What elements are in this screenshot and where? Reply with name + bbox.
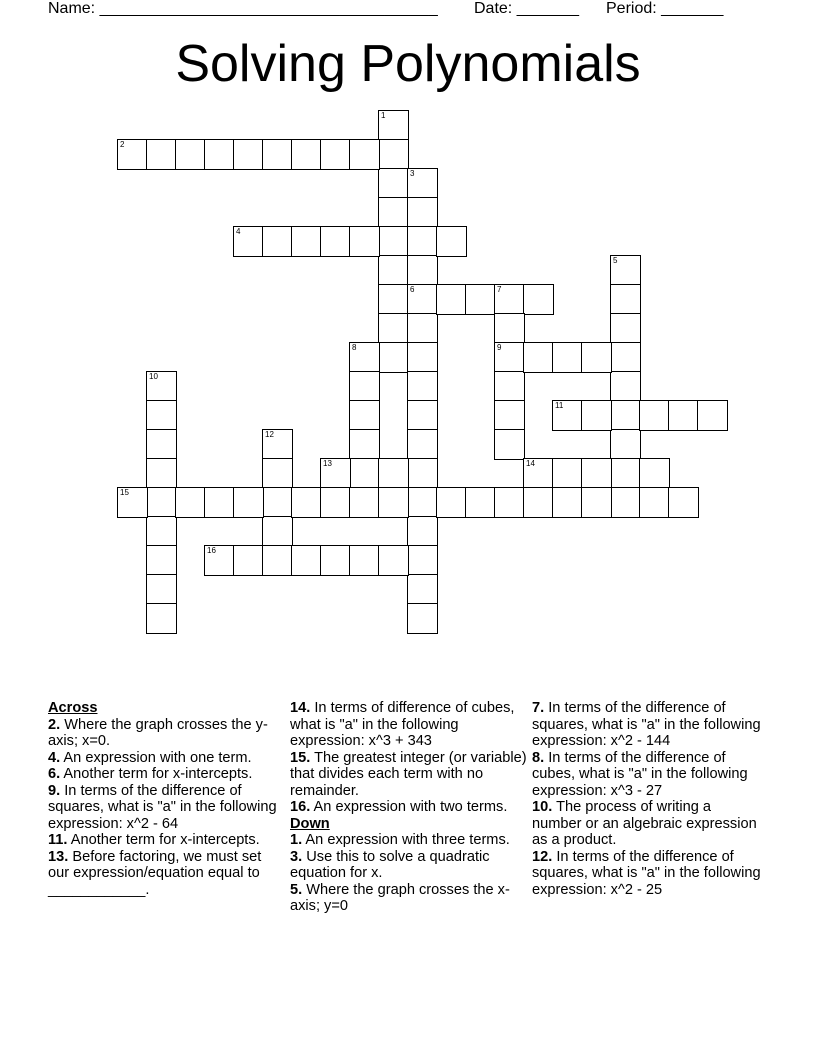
grid-cell[interactable] xyxy=(668,400,699,431)
grid-cell[interactable] xyxy=(204,487,235,518)
clue-item xyxy=(48,832,278,849)
grid-cell[interactable] xyxy=(262,516,293,547)
grid-cell[interactable] xyxy=(639,458,670,489)
grid-cell[interactable] xyxy=(349,400,380,431)
clues-column-3 xyxy=(532,700,762,898)
grid-cell[interactable] xyxy=(407,516,438,547)
across-heading: Across xyxy=(48,700,98,716)
date-field[interactable]: Date: _______ xyxy=(474,0,579,17)
grid-cell[interactable] xyxy=(233,487,264,518)
clue-number: 2 xyxy=(120,140,125,149)
clue-item xyxy=(290,882,528,915)
grid-cell[interactable] xyxy=(291,226,322,257)
clue-number: 15 xyxy=(120,488,129,497)
clue-item xyxy=(532,849,762,899)
clue-item xyxy=(290,799,528,816)
grid-cell[interactable] xyxy=(494,342,525,373)
clue-text: In terms of the difference of squares, what is "a" in the following expression: x^2 - 144 xyxy=(532,700,761,749)
grid-cell[interactable] xyxy=(320,226,351,257)
grid-cell[interactable] xyxy=(378,284,409,315)
clue-item xyxy=(48,750,278,767)
clue-number-label: 16. xyxy=(290,799,311,815)
grid-cell[interactable] xyxy=(349,371,380,402)
grid-cell[interactable] xyxy=(494,313,525,344)
grid-cell[interactable] xyxy=(146,516,177,547)
clue-number-label: 4. xyxy=(48,749,61,766)
grid-cell[interactable] xyxy=(407,284,438,315)
grid-cell[interactable] xyxy=(610,313,641,344)
grid-cell[interactable] xyxy=(291,545,322,576)
grid-cell[interactable] xyxy=(407,574,438,605)
grid-cell[interactable] xyxy=(610,255,641,286)
grid-cell[interactable] xyxy=(146,574,177,605)
clue-item xyxy=(48,766,278,783)
grid-cell[interactable] xyxy=(291,487,322,518)
clue-number-label: 11. xyxy=(48,832,68,848)
clue-number: 12 xyxy=(265,430,274,439)
clue-text: An expression with two terms. xyxy=(310,799,508,815)
grid-cell[interactable] xyxy=(552,487,583,518)
clue-text: Where the graph crosses the y-axis; x=0. xyxy=(48,716,268,749)
grid-cell[interactable] xyxy=(465,284,496,315)
grid-cell[interactable] xyxy=(407,226,438,257)
clue-number-label: 9. xyxy=(48,782,61,799)
grid-cell[interactable] xyxy=(233,139,264,170)
grid-cell[interactable] xyxy=(610,487,641,518)
clue-item xyxy=(290,750,528,800)
grid-cell[interactable] xyxy=(407,400,438,431)
page-title: Solving Polynomials xyxy=(175,35,641,93)
grid-cell[interactable] xyxy=(262,429,293,460)
clue-item xyxy=(290,849,528,882)
clue-item xyxy=(48,717,278,750)
grid-cell[interactable] xyxy=(610,342,641,373)
grid-cell[interactable] xyxy=(204,545,235,576)
grid-cell[interactable] xyxy=(175,487,206,518)
grid-cell[interactable] xyxy=(494,371,525,402)
down-heading: Down xyxy=(290,815,330,832)
grid-cell[interactable] xyxy=(494,487,525,518)
down-clues-list-cont xyxy=(532,700,762,898)
grid-cell[interactable] xyxy=(378,342,409,373)
clues-column-1 xyxy=(48,700,278,898)
clue-number-label: 15. xyxy=(290,749,311,766)
clue-text: Use this to solve a quadratic equation for x. xyxy=(290,848,490,881)
clue-text: An expression with one term. xyxy=(60,749,252,766)
clue-number: 13 xyxy=(323,459,332,468)
grid-cell[interactable] xyxy=(146,400,177,431)
clue-text: Another term for x-intercepts. xyxy=(60,766,253,782)
grid-cell[interactable] xyxy=(697,400,728,431)
grid-cell[interactable] xyxy=(407,487,438,518)
grid-cell[interactable] xyxy=(146,429,177,460)
grid-cell[interactable] xyxy=(378,139,409,170)
grid-cell[interactable] xyxy=(581,400,612,431)
grid-cell[interactable] xyxy=(146,139,177,170)
grid-cell[interactable] xyxy=(146,458,177,489)
grid-cell[interactable] xyxy=(610,429,641,460)
clue-item xyxy=(48,783,278,833)
grid-cell[interactable] xyxy=(407,458,438,489)
clue-text: An expression with three terms. xyxy=(302,832,510,848)
grid-cell[interactable] xyxy=(494,400,525,431)
clue-number-label: 12. xyxy=(532,848,553,865)
clue-text: In terms of difference of cubes, what is "a" in the following expression: x^3 + 343 xyxy=(290,700,515,749)
clue-number: 10 xyxy=(149,372,158,381)
grid-cell[interactable] xyxy=(436,226,467,257)
grid-cell[interactable] xyxy=(407,197,438,228)
grid-cell[interactable] xyxy=(175,139,206,170)
grid-cell[interactable] xyxy=(349,226,380,257)
clue-number-label: 6. xyxy=(48,766,61,782)
clue-text: Where the graph crosses the x-axis; y=0 xyxy=(290,881,510,914)
grid-cell[interactable] xyxy=(407,255,438,286)
clue-text: The greatest integer (or variable) that divides each term with no remainder. xyxy=(290,749,527,799)
grid-cell[interactable] xyxy=(610,284,641,315)
grid-cell[interactable] xyxy=(407,603,438,634)
grid-cell[interactable] xyxy=(552,342,583,373)
clue-number-label: 5. xyxy=(290,881,303,898)
clue-number: 9 xyxy=(497,343,502,352)
grid-cell[interactable] xyxy=(407,168,438,199)
clue-number: 6 xyxy=(410,285,415,294)
grid-cell[interactable] xyxy=(465,487,496,518)
grid-cell[interactable] xyxy=(349,545,380,576)
grid-cell[interactable] xyxy=(291,139,322,170)
grid-cell[interactable] xyxy=(117,139,148,170)
grid-cell[interactable] xyxy=(610,371,641,402)
grid-cell[interactable] xyxy=(262,458,293,489)
grid-cell[interactable] xyxy=(668,487,699,518)
clue-number-label: 3. xyxy=(290,848,303,865)
grid-cell[interactable] xyxy=(581,342,612,373)
grid-cell[interactable] xyxy=(436,284,467,315)
clues-column-2 xyxy=(290,700,528,915)
grid-cell[interactable] xyxy=(523,342,554,373)
name-field[interactable]: Name: ______________________________________ xyxy=(48,0,438,17)
clue-number: 11 xyxy=(555,401,564,410)
clue-text: Another term for x-intercepts. xyxy=(67,832,260,848)
clue-text: Before factoring, we must set our expression/equation equal to ____________. xyxy=(48,848,262,898)
grid-cell[interactable] xyxy=(407,429,438,460)
clue-number: 1 xyxy=(381,111,386,120)
grid-cell[interactable] xyxy=(146,487,177,518)
grid-cell[interactable] xyxy=(552,458,583,489)
grid-cell[interactable] xyxy=(378,168,409,199)
clue-number-label: 2. xyxy=(48,716,61,733)
grid-cell[interactable] xyxy=(639,400,670,431)
clue-number-label: 14. xyxy=(290,700,311,716)
grid-cell[interactable] xyxy=(581,458,612,489)
down-clues-list xyxy=(290,832,528,915)
grid-cell[interactable] xyxy=(349,139,380,170)
clue-number-label: 1. xyxy=(290,832,303,848)
grid-cell[interactable] xyxy=(320,458,351,489)
across-clues-list-cont xyxy=(290,700,528,816)
grid-cell[interactable] xyxy=(378,458,409,489)
clue-number-label: 8. xyxy=(532,749,545,766)
grid-cell[interactable] xyxy=(262,545,293,576)
grid-cell[interactable] xyxy=(581,487,612,518)
clue-number: 16 xyxy=(207,546,216,555)
clue-number: 14 xyxy=(526,459,535,468)
grid-cell[interactable] xyxy=(233,226,264,257)
grid-cell[interactable] xyxy=(494,284,525,315)
clue-text: In terms of the difference of squares, what is "a" in the following expression: x^2 - 25 xyxy=(532,848,761,898)
grid-cell[interactable] xyxy=(378,487,409,518)
clue-number: 5 xyxy=(613,256,618,265)
grid-cell[interactable] xyxy=(204,139,235,170)
grid-cell[interactable] xyxy=(262,139,293,170)
clue-number: 7 xyxy=(497,285,502,294)
clue-number: 8 xyxy=(352,343,357,352)
grid-cell[interactable] xyxy=(349,342,380,373)
clue-text: In terms of the difference of cubes, what is "a" in the following expression: x^3 - 27 xyxy=(532,749,748,799)
grid-cell[interactable] xyxy=(639,487,670,518)
grid-cell[interactable] xyxy=(146,545,177,576)
grid-cell[interactable] xyxy=(378,545,409,576)
clue-item xyxy=(532,750,762,800)
grid-cell[interactable] xyxy=(349,458,380,489)
grid-cell[interactable] xyxy=(407,342,438,373)
clue-number: 4 xyxy=(236,227,241,236)
grid-cell[interactable] xyxy=(407,545,438,576)
grid-cell[interactable] xyxy=(610,458,641,489)
grid-cell[interactable] xyxy=(378,313,409,344)
grid-cell[interactable] xyxy=(117,487,148,518)
grid-cell[interactable] xyxy=(146,371,177,402)
grid-cell[interactable] xyxy=(233,545,264,576)
grid-cell[interactable] xyxy=(146,603,177,634)
clue-number-label: 13. xyxy=(48,848,69,865)
grid-cell[interactable] xyxy=(262,226,293,257)
grid-cell[interactable] xyxy=(552,400,583,431)
grid-cell[interactable] xyxy=(378,110,409,141)
grid-cell[interactable] xyxy=(378,197,409,228)
grid-cell[interactable] xyxy=(262,487,293,518)
grid-cell[interactable] xyxy=(378,226,409,257)
grid-cell[interactable] xyxy=(523,487,554,518)
grid-cell[interactable] xyxy=(320,487,351,518)
clue-text: The process of writing a number or an algebraic expression as a product. xyxy=(532,799,757,848)
clue-item xyxy=(290,832,528,849)
grid-cell[interactable] xyxy=(407,313,438,344)
grid-cell[interactable] xyxy=(320,545,351,576)
grid-cell[interactable] xyxy=(407,371,438,402)
grid-cell[interactable] xyxy=(378,255,409,286)
grid-cell[interactable] xyxy=(523,284,554,315)
clue-number-label: 7. xyxy=(532,700,545,716)
clue-text: In terms of the difference of squares, what is "a" in the following expression: x^2 - 64 xyxy=(48,782,277,832)
clue-item xyxy=(532,700,762,750)
clue-number: 3 xyxy=(410,169,415,178)
period-field[interactable]: Period: _______ xyxy=(606,0,724,17)
clue-item xyxy=(532,799,762,849)
clue-number-label: 10. xyxy=(532,799,553,815)
grid-cell[interactable] xyxy=(349,429,380,460)
clue-item xyxy=(48,849,278,899)
grid-cell[interactable] xyxy=(494,429,525,460)
grid-cell[interactable] xyxy=(523,458,554,489)
grid-cell[interactable] xyxy=(349,487,380,518)
grid-cell[interactable] xyxy=(320,139,351,170)
grid-cell[interactable] xyxy=(610,400,641,431)
grid-cell[interactable] xyxy=(436,487,467,518)
clue-item xyxy=(290,700,528,750)
across-clues-list xyxy=(48,717,278,899)
